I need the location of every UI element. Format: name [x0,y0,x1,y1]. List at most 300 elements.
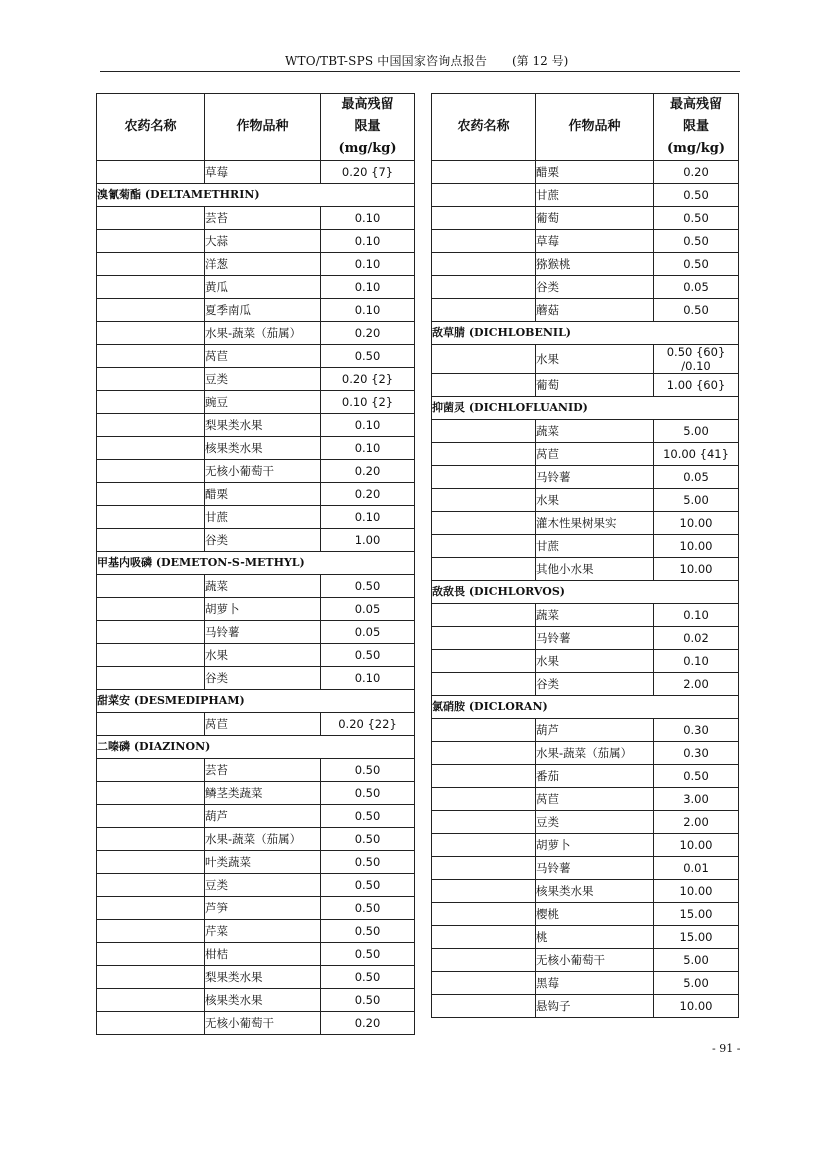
mrl-column-header [321,94,415,161]
crop-cell: 葫芦 [536,719,654,742]
table-row [432,742,739,765]
pesticide-cell [97,414,205,437]
pesticide-cell [97,851,205,874]
mrl-cell: 0.50 [654,253,739,276]
table-row [97,506,415,529]
table-row [432,299,739,322]
pesticide-group-row [97,736,415,759]
table-row [432,512,739,535]
crop-cell: 灌木性果树果实 [536,512,654,535]
pesticide-name: 二嗪磷 (DIAZINON) [97,736,415,759]
mrl-cell: 0.50 [321,851,415,874]
mrl-cell: 3.00 [654,788,739,811]
crop-cell: 水果 [205,644,321,667]
report-issue: (第 12 号) [512,54,569,68]
mrl-cell: 0.20 [321,483,415,506]
pesticide-cell [97,943,205,966]
crop-cell: 谷类 [205,667,321,690]
table-row [432,949,739,972]
pesticide-cell [97,529,205,552]
mrl-value-secondary: /0.10 [681,359,711,373]
mrl-cell: 0.10 [654,650,739,673]
crop-cell: 蔬菜 [536,420,654,443]
pesticide-group-row [97,184,415,207]
mrl-cell: 0.50 [321,920,415,943]
pesticide-name: 敌敌畏 (DICHLORVOS) [432,581,739,604]
crop-cell: 蘑菇 [536,299,654,322]
mrl-cell: 0.20 [321,460,415,483]
pesticide-cell [97,897,205,920]
pesticide-group-row [432,397,739,420]
pesticide-cell [432,345,536,374]
table-row [432,230,739,253]
crop-cell: 莴苣 [536,443,654,466]
table-row [97,667,415,690]
table-row [97,483,415,506]
table-row [97,920,415,943]
mrl-cell: 2.00 [654,673,739,696]
mrl-cell: 10.00 [654,880,739,903]
pesticide-cell [432,512,536,535]
table-row [97,161,415,184]
pesticide-name: 氯硝胺 (DICLORAN) [432,696,739,719]
table-row [432,276,739,299]
pesticide-cell [97,437,205,460]
pesticide-cell [432,857,536,880]
crop-cell: 葡萄 [536,374,654,397]
mrl-cell: 10.00 {41} [654,443,739,466]
mrl-cell: 0.10 [321,506,415,529]
table-row [97,230,415,253]
table-row [97,575,415,598]
crop-cell: 核果类水果 [205,437,321,460]
crop-cell: 草莓 [536,230,654,253]
pesticide-cell [97,713,205,736]
mrl-cell: 0.20 {22} [321,713,415,736]
table-row [432,489,739,512]
pesticide-cell [432,788,536,811]
mrl-cell: 0.20 [321,1012,415,1035]
table-row [432,535,739,558]
mrl-cell: 0.50 [321,782,415,805]
table-row [97,253,415,276]
table-row [97,299,415,322]
pesticide-group-row [432,696,739,719]
crop-cell: 莴苣 [205,713,321,736]
table-row [432,765,739,788]
pesticide-cell [432,535,536,558]
pesticide-column-header: 农药名称 [432,94,536,161]
table-row [432,466,739,489]
mrl-cell: 0.50 [321,989,415,1012]
pesticide-cell [97,598,205,621]
pesticide-column-header: 农药名称 [97,94,205,161]
crop-cell: 黄瓜 [205,276,321,299]
table-row [432,161,739,184]
mrl-cell: 0.10 [321,437,415,460]
crop-cell: 樱桃 [536,903,654,926]
mrl-cell: 0.10 {2} [321,391,415,414]
mrl-cell: 0.10 [654,604,739,627]
pesticide-cell [97,621,205,644]
header-rule [100,71,740,72]
crop-cell: 水果 [536,489,654,512]
table-row [432,184,739,207]
pesticide-cell [432,558,536,581]
mrl-cell: 0.50 [321,759,415,782]
mrl-header-line1: 最高残留 [669,97,722,112]
crop-cell: 芹菜 [205,920,321,943]
crop-cell: 水果 [536,345,654,374]
crop-cell: 核果类水果 [536,880,654,903]
pesticide-group-row [97,690,415,713]
table-row [432,857,739,880]
table-row [97,943,415,966]
mrl-cell: 5.00 [654,420,739,443]
mrl-cell: 0.50 [654,765,739,788]
pesticide-cell [432,276,536,299]
mrl-cell: 0.50 [654,299,739,322]
table-row [432,903,739,926]
crop-cell: 胡萝卜 [205,598,321,621]
crop-cell: 马铃薯 [205,621,321,644]
crop-cell: 醋栗 [205,483,321,506]
mrl-header-line1: 最高残留 [341,97,394,112]
mrl-cell: 0.10 [321,414,415,437]
table-row [97,598,415,621]
pesticide-name: 甲基内吸磷 (DEMETON-S-METHYL) [97,552,415,575]
pesticide-cell [97,575,205,598]
table-row [97,874,415,897]
left-table-body [97,161,415,1035]
table-row [432,604,739,627]
crop-cell: 叶类蔬菜 [205,851,321,874]
table-row [432,420,739,443]
crop-cell: 其他小水果 [536,558,654,581]
pesticide-name: 溴氰菊酯 (DELTAMETHRIN) [97,184,415,207]
crop-cell: 马铃薯 [536,466,654,489]
pesticide-cell [97,276,205,299]
crop-cell: 番茄 [536,765,654,788]
pesticide-cell [97,483,205,506]
crop-cell: 悬钩子 [536,995,654,1018]
crop-cell: 猕猴桃 [536,253,654,276]
crop-cell: 谷类 [205,529,321,552]
table-row [432,880,739,903]
crop-column-header: 作物品种 [536,94,654,161]
table-row [97,207,415,230]
pesticide-cell [432,230,536,253]
table-row [432,673,739,696]
table-row [432,650,739,673]
mrl-cell: 5.00 [654,972,739,995]
right-residue-table [431,93,739,1018]
pesticide-cell [432,489,536,512]
crop-cell: 芸苔 [205,207,321,230]
mrl-cell: 10.00 [654,535,739,558]
table-header-row [432,94,739,161]
mrl-cell: 0.05 [654,276,739,299]
table-row [432,926,739,949]
crop-cell: 莴苣 [205,345,321,368]
mrl-cell: 0.10 [321,299,415,322]
mrl-cell: 5.00 [654,949,739,972]
mrl-cell: 0.50 [321,897,415,920]
mrl-cell: 10.00 [654,834,739,857]
mrl-cell: 0.50 [321,943,415,966]
pesticide-cell [97,322,205,345]
mrl-cell: 0.20 {2} [321,368,415,391]
mrl-cell: 0.30 [654,742,739,765]
pesticide-cell [432,972,536,995]
crop-cell: 甘蔗 [536,184,654,207]
table-row [432,788,739,811]
pesticide-group-row [432,581,739,604]
pesticide-cell [432,604,536,627]
mrl-cell: 0.10 [321,667,415,690]
crop-cell: 豆类 [205,368,321,391]
mrl-cell: 10.00 [654,558,739,581]
crop-cell: 莴苣 [536,788,654,811]
crop-cell: 甘蔗 [536,535,654,558]
table-row [432,558,739,581]
table-row [97,414,415,437]
crop-cell: 无核小葡萄干 [536,949,654,972]
table-row [97,989,415,1012]
pesticide-cell [432,627,536,650]
pesticide-cell [432,880,536,903]
pesticide-cell [432,184,536,207]
mrl-cell: 0.50 [321,828,415,851]
table-row [97,966,415,989]
pesticide-cell [97,805,205,828]
table-row [97,851,415,874]
table-row [432,972,739,995]
mrl-cell: 0.50 [321,575,415,598]
mrl-cell: 0.30 [654,719,739,742]
table-row [97,460,415,483]
pesticide-group-row [97,552,415,575]
pesticide-cell [97,759,205,782]
mrl-cell: 0.50 [321,874,415,897]
pesticide-cell [432,719,536,742]
crop-cell: 马铃薯 [536,857,654,880]
mrl-cell: 0.20 {7} [321,161,415,184]
table-row [97,713,415,736]
pesticide-cell [97,782,205,805]
pesticide-cell [97,161,205,184]
mrl-cell: 0.10 [321,230,415,253]
crop-cell: 无核小葡萄干 [205,1012,321,1035]
crop-cell: 水果-蔬菜（茄属） [205,828,321,851]
mrl-cell: 0.50 [654,207,739,230]
pesticide-cell [432,949,536,972]
crop-cell: 草莓 [205,161,321,184]
crop-cell: 醋栗 [536,161,654,184]
crop-cell: 豌豆 [205,391,321,414]
crop-cell: 水果-蔬菜（茄属） [205,322,321,345]
crop-cell: 豆类 [536,811,654,834]
table-row [97,437,415,460]
crop-cell: 柑桔 [205,943,321,966]
crop-cell: 马铃薯 [536,627,654,650]
pesticide-cell [97,828,205,851]
mrl-cell: 0.05 [654,466,739,489]
table-row [97,828,415,851]
crop-cell: 豆类 [205,874,321,897]
pesticide-name: 抑菌灵 (DICHLOFLUANID) [432,397,739,420]
table-row [97,759,415,782]
table-row [97,391,415,414]
pesticide-cell [432,995,536,1018]
pesticide-cell [97,989,205,1012]
pesticide-cell [432,903,536,926]
mrl-header-line2: 限量 [354,119,381,134]
mrl-cell: 0.10 [321,253,415,276]
pesticide-cell [432,673,536,696]
crop-cell: 胡萝卜 [536,834,654,857]
pesticide-cell [97,345,205,368]
crop-cell: 鳞茎类蔬菜 [205,782,321,805]
crop-column-header: 作物品种 [205,94,321,161]
pesticide-cell [432,299,536,322]
crop-cell: 芦笋 [205,897,321,920]
mrl-cell: 0.20 [321,322,415,345]
table-row [97,621,415,644]
mrl-cell: 0.01 [654,857,739,880]
mrl-column-header [654,94,739,161]
crop-cell: 无核小葡萄干 [205,460,321,483]
pesticide-cell [97,644,205,667]
pesticide-cell [97,368,205,391]
mrl-cell [654,345,739,374]
crop-cell: 葡萄 [536,207,654,230]
mrl-cell: 1.00 {60} [654,374,739,397]
report-title: WTO/TBT-SPS 中国国家咨询点报告 [285,54,488,68]
pesticide-name: 敌草腈 (DICHLOBENIL) [432,322,739,345]
crop-cell: 洋葱 [205,253,321,276]
pesticide-cell [97,506,205,529]
mrl-cell: 0.02 [654,627,739,650]
pesticide-cell [432,926,536,949]
mrl-cell: 0.50 [654,230,739,253]
pesticide-name: 甜菜安 (DESMEDIPHAM) [97,690,415,713]
table-row [97,1012,415,1035]
mrl-cell: 0.50 [321,644,415,667]
table-row [432,719,739,742]
mrl-cell: 15.00 [654,903,739,926]
mrl-cell: 15.00 [654,926,739,949]
crop-cell: 梨果类水果 [205,966,321,989]
table-row [432,834,739,857]
table-row [432,374,739,397]
pesticide-cell [432,253,536,276]
mrl-cell: 0.05 [321,598,415,621]
mrl-cell: 2.00 [654,811,739,834]
table-row [97,644,415,667]
table-row [432,995,739,1018]
mrl-cell: 0.50 [321,805,415,828]
mrl-cell: 10.00 [654,995,739,1018]
pesticide-cell [432,374,536,397]
pesticide-cell [97,391,205,414]
crop-cell: 甘蔗 [205,506,321,529]
pesticide-cell [432,420,536,443]
mrl-cell: 0.10 [321,276,415,299]
table-row [432,253,739,276]
table-row [432,811,739,834]
pesticide-cell [97,230,205,253]
pesticide-cell [432,161,536,184]
table-row [97,805,415,828]
table-row [97,322,415,345]
mrl-cell: 10.00 [654,512,739,535]
pesticide-cell [432,834,536,857]
crop-cell: 芸苔 [205,759,321,782]
pesticide-cell [432,443,536,466]
table-row [432,345,739,374]
mrl-header-unit: (mg/kg) [667,141,725,156]
table-row [432,443,739,466]
table-row [97,345,415,368]
mrl-cell: 5.00 [654,489,739,512]
mrl-cell: 0.20 [654,161,739,184]
pesticide-group-row [432,322,739,345]
pesticide-cell [432,765,536,788]
mrl-value: 0.50 {60} [666,345,726,359]
page-number: - 91 - [712,1042,741,1055]
pesticide-cell [432,466,536,489]
crop-cell: 桃 [536,926,654,949]
pesticide-cell [432,650,536,673]
left-residue-table [96,93,415,1035]
pesticide-cell [97,920,205,943]
pesticide-cell [97,253,205,276]
crop-cell: 蔬菜 [205,575,321,598]
crop-cell: 葫芦 [205,805,321,828]
table-row [97,782,415,805]
mrl-cell: 0.50 [321,345,415,368]
pesticide-cell [97,299,205,322]
pesticide-cell [432,811,536,834]
crop-cell: 梨果类水果 [205,414,321,437]
crop-cell: 夏季南瓜 [205,299,321,322]
mrl-cell: 1.00 [321,529,415,552]
table-row [432,207,739,230]
crop-cell: 谷类 [536,276,654,299]
page-header [100,50,740,72]
mrl-header-line2: 限量 [682,119,709,134]
crop-cell: 谷类 [536,673,654,696]
pesticide-cell [97,966,205,989]
crop-cell: 水果 [536,650,654,673]
pesticide-cell [432,742,536,765]
table-row [97,897,415,920]
table-row [97,368,415,391]
table-row [97,276,415,299]
table-row [432,627,739,650]
crop-cell: 蔬菜 [536,604,654,627]
crop-cell: 水果-蔬菜（茄属） [536,742,654,765]
mrl-cell: 0.10 [321,207,415,230]
pesticide-cell [97,1012,205,1035]
mrl-cell: 0.50 [321,966,415,989]
crop-cell: 大蒜 [205,230,321,253]
right-table-body [432,161,739,1018]
pesticide-cell [432,207,536,230]
table-header-row [97,94,415,161]
pesticide-cell [97,667,205,690]
